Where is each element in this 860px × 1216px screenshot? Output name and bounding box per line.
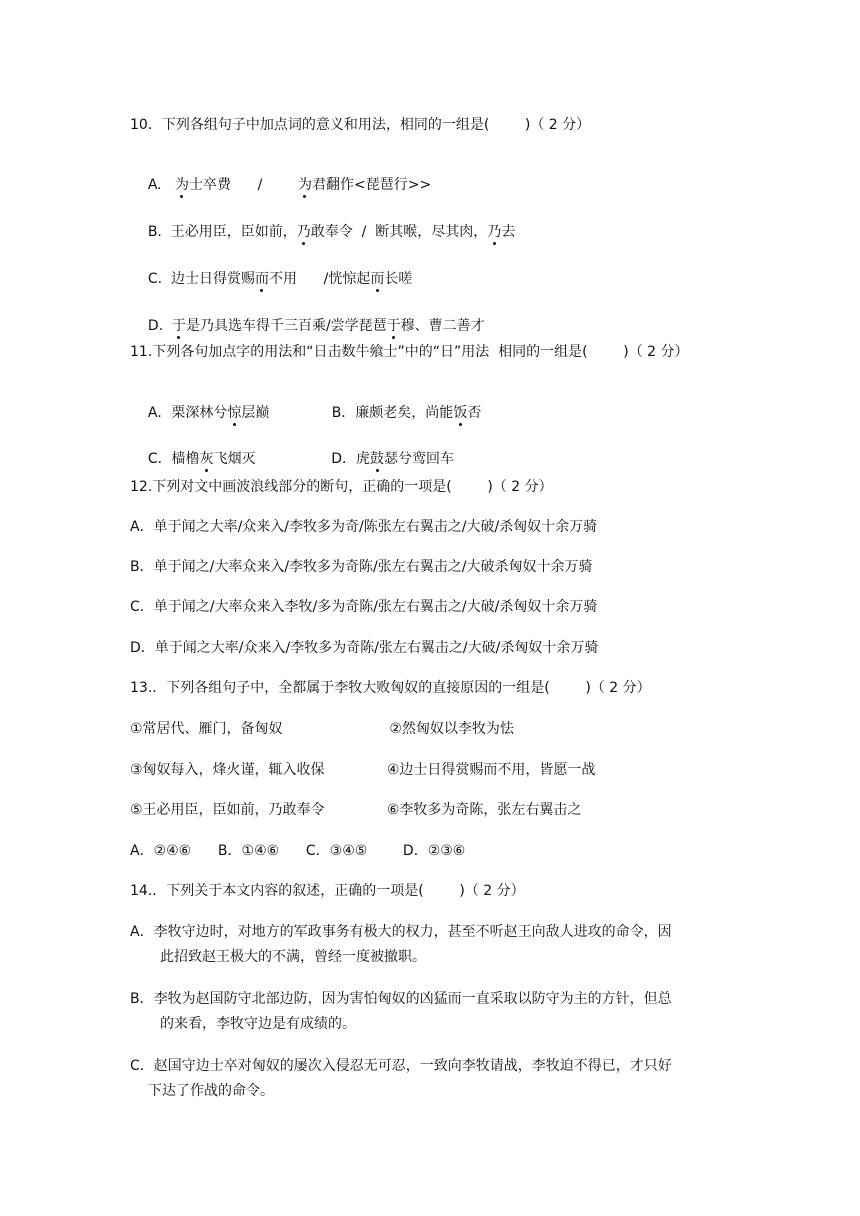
q10-b-dotted-2: 乃 bbox=[487, 224, 502, 240]
q14-option-c-line2: 下达了作战的命令。 bbox=[148, 1083, 274, 1099]
q11-options-ab bbox=[130, 383, 482, 421]
q10-c-prefix: C. 边士日得赏赐 bbox=[147, 271, 255, 287]
q11-ab-dotted-2: 饭 bbox=[453, 405, 468, 421]
q12-option-d: D．单于闻之大率/众来入/李牧多为奇陈/张左右翼击之/大破/杀匈奴十余万骑 bbox=[130, 640, 599, 656]
q10-d-dotted-1: 于 bbox=[171, 318, 186, 334]
q10-d-dotted-2: 于 bbox=[386, 318, 401, 334]
q10-option-d bbox=[130, 296, 485, 334]
q14-option-a-line2: 此招致赵王极大的不满，曾经一度被撤职。 bbox=[160, 949, 426, 965]
q10-stem: 10．下列各组句子中加点词的意义和用法，相同的一组是( )（ 2 分） bbox=[130, 117, 591, 133]
q10-b-prefix: B. 王必用臣，臣如前， bbox=[147, 224, 297, 240]
q11-ab-dotted-1: 惊 bbox=[227, 405, 242, 421]
q14-option-c-line1: C．赵国守边士卒对匈奴的屡次入侵忍无可忍，一致向李牧请战，李牧迫不得已，才只好 bbox=[130, 1058, 672, 1074]
q11-ab-3: 否 bbox=[467, 405, 482, 421]
q12-option-b: B．单于闻之/大率众来入/李牧多为奇陈/张左右翼击之/大破杀匈奴十余万骑 bbox=[130, 559, 593, 575]
q12-option-c: C．单于闻之/大率众来入李牧/多为奇陈/张左右翼击之/大破/杀匈奴十余万骑 bbox=[130, 599, 598, 615]
q12-option-a: A．单于闻之大率/众来入/李牧多为奇/陈张左右翼击之/大破/杀匈奴十余万骑 bbox=[130, 519, 598, 535]
q11-cd-dotted-1: 灰 bbox=[199, 451, 214, 467]
q10-d-end: 穆、曹二善才 bbox=[400, 318, 485, 334]
q10-a-dotted-1: 为 bbox=[174, 177, 189, 193]
q11-cd-2: 飞烟灭 D．虎 bbox=[213, 451, 371, 467]
q10-option-c bbox=[130, 249, 413, 287]
q12-stem: 12.下列对文中画波浪线部分的断句，正确的一项是( )（ 2 分） bbox=[130, 479, 553, 495]
q13-row-2: ③匈奴每入，烽火谨，辄入收保 ④边士日得赏赐而不用，皆愿一战 bbox=[130, 762, 596, 778]
q10-a-prefix: A. bbox=[147, 177, 175, 193]
q10-a-mid: 士卒费 / bbox=[188, 177, 298, 193]
q13-answers: A．②④⑥ B．①④⑥ C．③④⑤ D．②③⑥ bbox=[130, 843, 466, 859]
q11-ab-2: 层巅 B．廉颇老矣，尚能 bbox=[241, 405, 454, 421]
q14-option-b-line1: B．李牧为赵国防守北部边防，因为害怕匈奴的凶猛而一直采取以防守为主的方针，但总 bbox=[130, 991, 672, 1007]
q10-c-end: 长嗟 bbox=[384, 271, 413, 287]
q11-cd-3: 瑟兮鸾回车 bbox=[384, 451, 455, 467]
q10-c-mid: 不用 /恍惊起 bbox=[268, 271, 371, 287]
q14-option-b-line2: 的来看，李牧守边是有成绩的。 bbox=[160, 1016, 356, 1032]
q10-b-mid: 敢奉令 / 断其喉，尽其肉， bbox=[310, 224, 488, 240]
q11-cd-1: C．樯橹 bbox=[147, 451, 200, 467]
q14-option-a-line1: A．李牧守边时，对地方的军政事务有极大的权力，甚至不听赵王向敌人进攻的命令，因 bbox=[130, 924, 672, 940]
q13-row-3: ⑤王必用臣，臣如前，乃敢奉令 ⑥李牧多为奇陈，张左右翼击之 bbox=[130, 802, 582, 818]
q10-d-mid: 是乃具选车得千三百乘/尝学琵琶 bbox=[185, 318, 387, 334]
q11-stem: 11.下列各句加点字的用法和“日击数牛飨士”中的“日”用法 相同的一组是( )（ 2 分） bbox=[130, 344, 689, 360]
q10-option-b bbox=[130, 202, 516, 240]
q10-b-end: 去 bbox=[501, 224, 516, 240]
q10-a-dotted-2: 为 bbox=[297, 177, 312, 193]
q10-option-a bbox=[130, 155, 432, 193]
q14-stem: 14.．下列关于本文内容的叙述，正确的一项是( )（ 2 分） bbox=[130, 883, 525, 899]
q11-options-cd bbox=[130, 429, 455, 467]
q10-a-end: 君翻作<琵琶行>> bbox=[311, 177, 432, 193]
q10-c-dotted-1: 而 bbox=[254, 271, 269, 287]
q11-ab-1: A．栗深林兮 bbox=[147, 405, 228, 421]
q13-row-1: ①常居代、雁门，备匈奴 ②然匈奴以李牧为怯 bbox=[130, 721, 514, 737]
q10-c-dotted-2: 而 bbox=[370, 271, 385, 287]
q10-b-dotted-1: 乃 bbox=[296, 224, 311, 240]
q13-stem: 13.．下列各组句子中，全都属于李牧大败匈奴的直接原因的一组是( )（ 2 分） bbox=[130, 680, 651, 696]
q11-cd-dotted-2: 鼓 bbox=[370, 451, 385, 467]
q10-d-prefix: D. bbox=[147, 318, 172, 334]
